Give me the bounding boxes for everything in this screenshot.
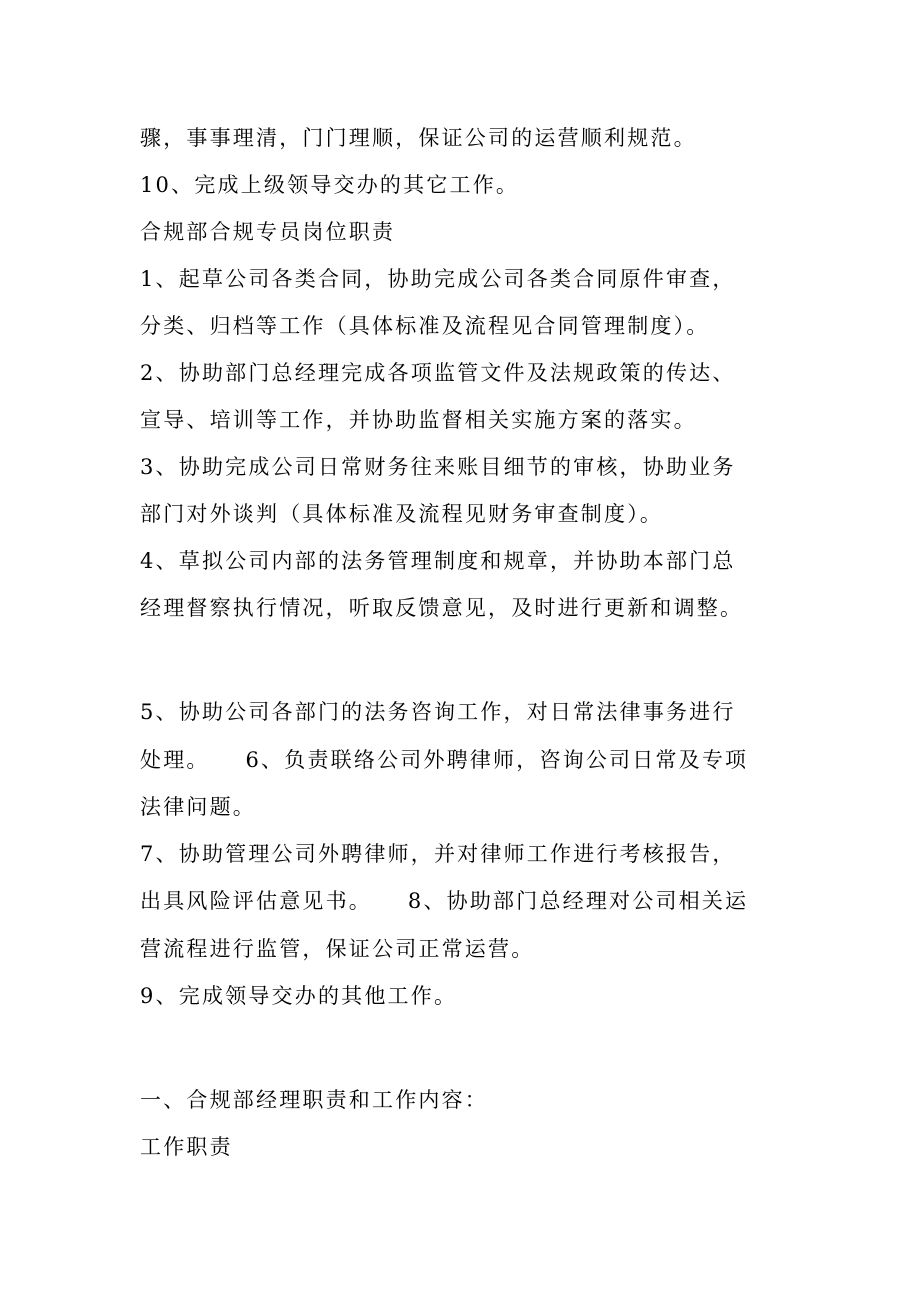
text-line: 出具风险评估意见书。 8、协助部门总经理对公司相关运 — [140, 889, 749, 913]
text-line: 7、协助管理公司外聘律师，并对律师工作进行考核报告， — [140, 842, 736, 866]
text-line: 骤，事事理清，门门理顺，保证公司的运营顺利规范。 — [140, 126, 697, 150]
section-heading: 一、合规部经理职责和工作内容： — [140, 1088, 488, 1112]
text-line: 5、协助公司各部门的法务咨询工作，对日常法律事务进行 — [140, 700, 736, 724]
text-line: 经理督察执行情况，听取反馈意见，及时进行更新和调整。 — [140, 596, 744, 620]
text-line: 法律问题。 — [140, 795, 256, 819]
text-line: 10、完成上级领导交办的其它工作。 — [140, 173, 520, 197]
text-line: 部门对外谈判（具体标准及流程见财务审查制度）。 — [140, 502, 664, 526]
text-line: 9、完成领导交办的其他工作。 — [140, 984, 458, 1008]
text-line: 处理。 6、负责联络公司外聘律师，咨询公司日常及专项 — [140, 748, 749, 772]
text-line: 3、协助完成公司日常财务往来账目细节的审核，协助业务 — [140, 455, 736, 479]
text-line: 宣导、培训等工作，并协助监督相关实施方案的落实。 — [140, 408, 697, 432]
text-line: 分类、归档等工作（具体标准及流程见合同管理制度）。 — [140, 314, 710, 338]
section-heading: 工作职责 — [140, 1135, 233, 1159]
section-heading: 合规部合规专员岗位职责 — [140, 220, 396, 244]
text-line: 1、起草公司各类合同，协助完成公司各类合同原件审查， — [140, 267, 736, 291]
text-line: 4、草拟公司内部的法务管理制度和规章，并协助本部门总 — [140, 549, 736, 573]
text-line: 2、协助部门总经理完成各项监管文件及法规政策的传达、 — [140, 361, 736, 385]
text-line: 营流程进行监管，保证公司正常运营。 — [140, 937, 535, 961]
